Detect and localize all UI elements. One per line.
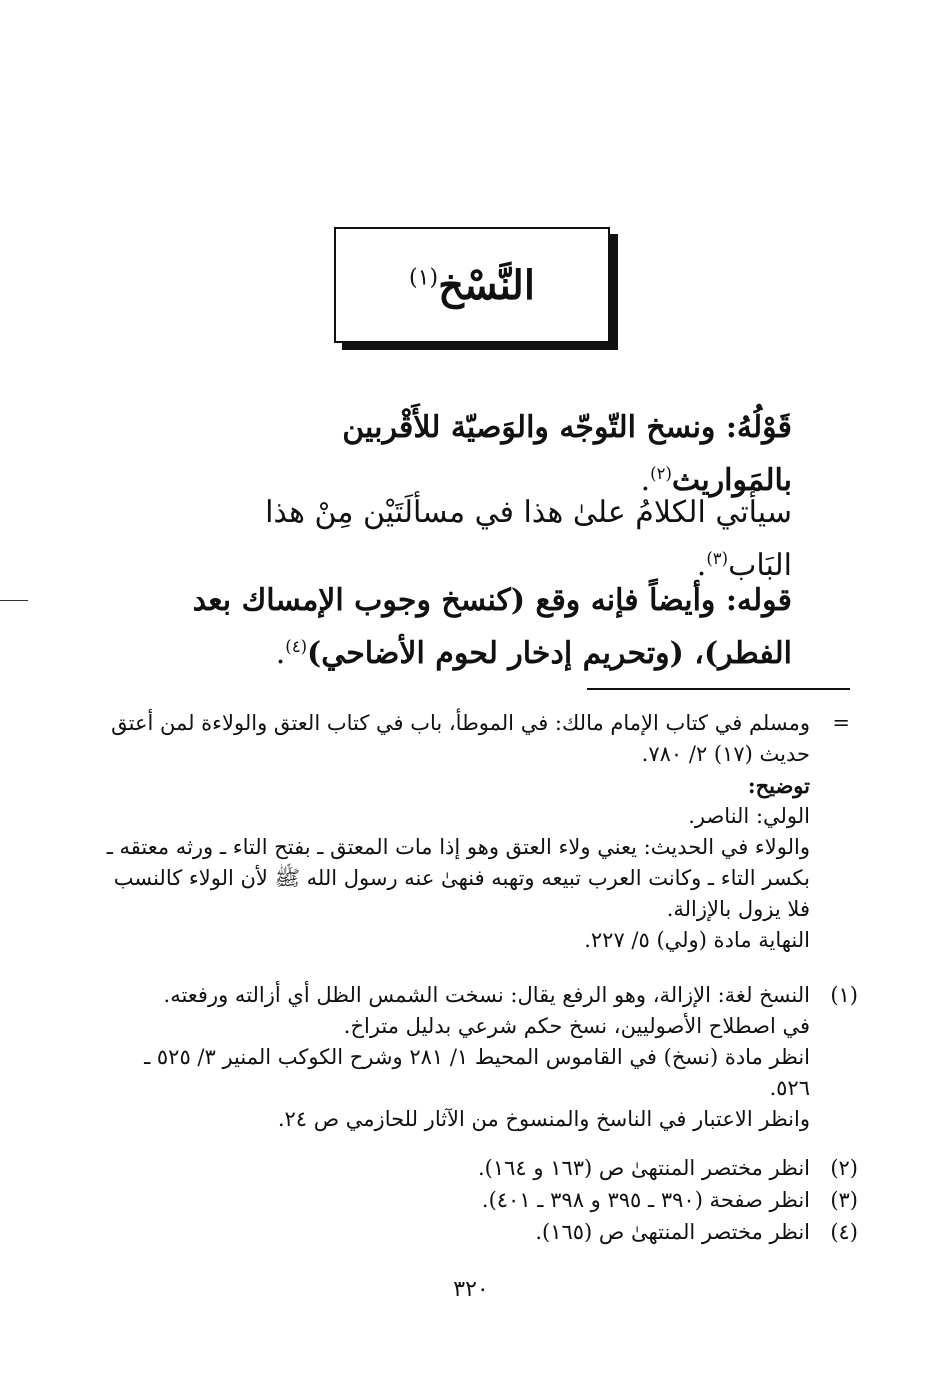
footnote-line: ومسلم في كتاب الإمام مالك: في الموطأ، باب في كتاب العتق والولاءة لمن أعتق حديث (١٧) ٢/ ٧٨٠.	[111, 711, 810, 766]
footnote-line: انظر مادة (نسخ) في القاموس المحيط ١/ ٢٨١ وشرح الكوكب المنير ٣/ ٥٢٥ ـ ٥٢٦.	[144, 1045, 810, 1100]
footnote-ref-2: (٢)	[650, 464, 672, 483]
paragraph-end: .	[696, 548, 707, 583]
footnote-line: والولاء في الحديث: يعني ولاء العتق وهو إذا مات المعتق ـ بفتح التاء ـ ورثه معتقه ـ بكسر التاء ـ وكانت العرب تبيعه وتهبه فنهىٰ عنه رسول الله ﷺ لأن الولاء كالنسب فلا يزول بالإزالة.	[106, 835, 810, 921]
footnote-1-marker: (١)	[830, 983, 858, 1007]
footnote-line: انظر مختصر المنتهىٰ ص (١٦٣ و ١٦٤).	[477, 1156, 810, 1180]
footnote-line: الولي: الناصر.	[688, 804, 810, 828]
paragraph-text: وأيضاً فإنه وقع (كنسخ وجوب الإمساك بعد الفطر)، (وتحريم إدخار لحوم الأضاحي)	[192, 583, 792, 671]
footnote-3-marker: (٣)	[830, 1188, 858, 1212]
footnote-ref-4: (٤)	[285, 637, 308, 656]
footnote-line: وانظر الاعتبار في الناسخ والمنسوخ من الآثار للحازمي ص ٢٤.	[277, 1107, 810, 1131]
footnote-ref-3: (٣)	[706, 549, 729, 568]
paragraph-end: .	[275, 636, 286, 671]
footnote-line: النسخ لغة: الإزالة، وهو الرفع يقال: نسخت الشمس الظل أي أزالته ورفعته.	[163, 983, 810, 1007]
footnote-line: انظر مختصر المنتهىٰ ص (١٦٥).	[535, 1220, 810, 1244]
footnote-continuation	[104, 708, 810, 956]
footnote-4	[104, 1217, 810, 1248]
footnote-continuation-marker: =	[832, 711, 850, 735]
footnote-1	[104, 980, 810, 1135]
title-box	[334, 227, 610, 343]
paragraph-text: ونسخ التّوجّه والوَصيّة للأَقْربين بالمَواريث	[342, 410, 792, 498]
footnote-4-marker: (٤)	[830, 1220, 858, 1244]
paragraph-lead: قَوْلُهُ:	[725, 410, 792, 445]
chapter-title-note: (١)	[409, 265, 439, 291]
paragraph-3	[100, 578, 792, 677]
footnote-line: النهاية مادة (ولي) ٥/ ٢٢٧.	[584, 928, 810, 952]
footnote-divider	[587, 688, 850, 690]
chapter-title-text: النَّسْخ	[438, 261, 535, 309]
footnote-line: في اصطلاح الأصوليين، نسخ حكم شرعي بدليل متراخ.	[343, 1014, 810, 1038]
page-edge-mark	[0, 600, 28, 601]
paragraph-lead: قوله:	[725, 583, 792, 618]
chapter-title	[409, 262, 535, 309]
footnote-2-marker: (٢)	[830, 1156, 858, 1180]
footnote-line: انظر صفحة (٣٩٠ ـ ٣٩٥ و ٣٩٨ ـ ٤٠١).	[481, 1188, 810, 1212]
footnote-2	[104, 1153, 810, 1184]
paragraph-text: سيأتي الكلامُ علىٰ هذا في مسألَتَيْن مِنْ هذا البَاب	[265, 495, 792, 583]
paragraph-end: .	[640, 463, 651, 498]
footnote-3	[104, 1185, 810, 1216]
paragraph-2	[200, 490, 792, 589]
footnote-heading: توضيح:	[747, 773, 810, 798]
page-number: ٣٢٠	[453, 1277, 489, 1302]
